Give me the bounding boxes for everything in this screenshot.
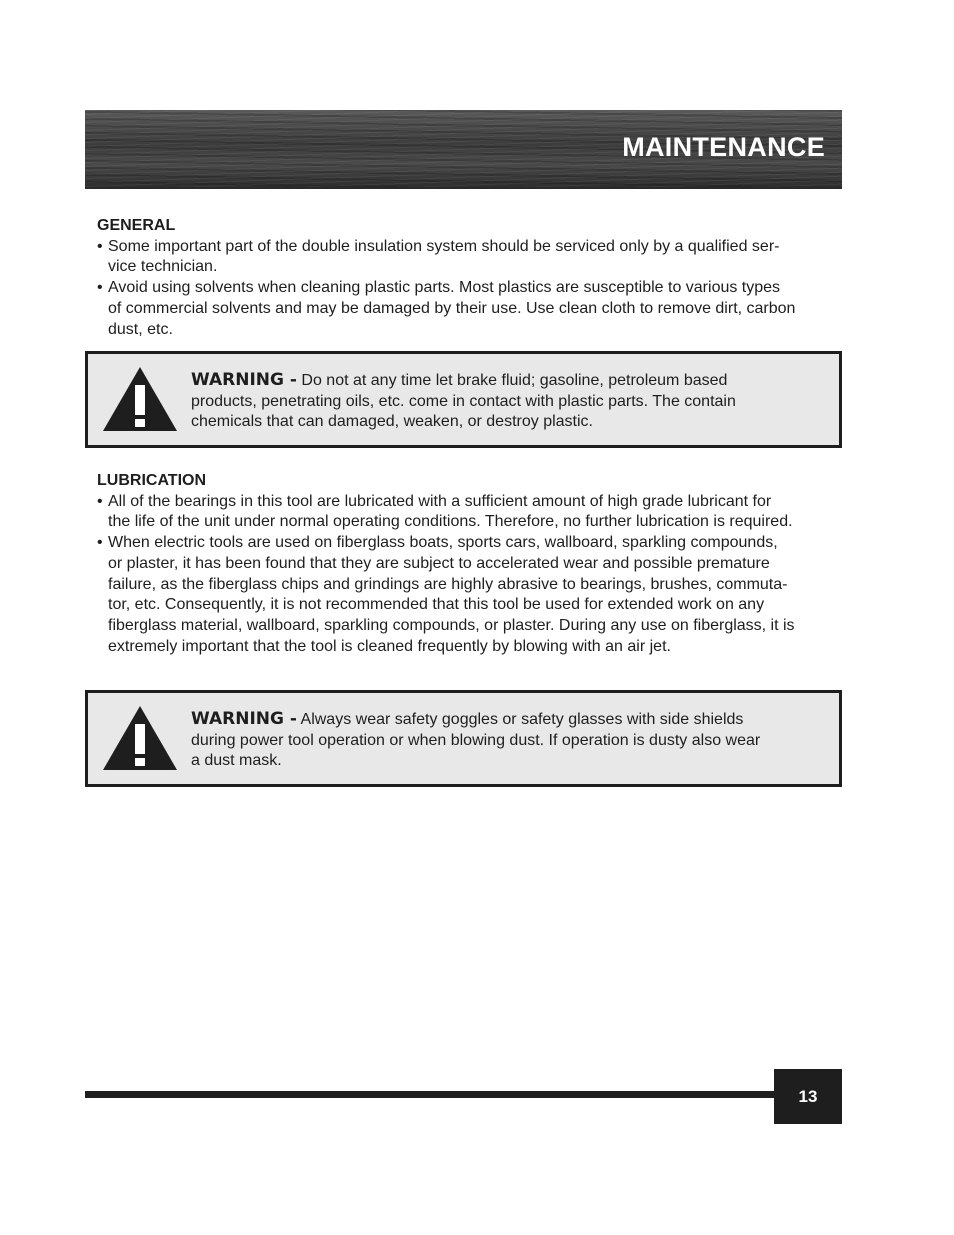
general-heading: GENERAL xyxy=(97,217,176,234)
list-item xyxy=(97,237,847,278)
list-item-line: vice technician. xyxy=(108,258,218,276)
warning-box-safety-goggles xyxy=(85,690,842,787)
list-item-line: of commercial solvents and may be damaged by their use. Use clean cloth to remove dirt, carbon xyxy=(108,299,796,317)
header-banner xyxy=(85,110,842,189)
bullet-dot: • xyxy=(97,237,103,255)
bullet-dot: • xyxy=(97,534,103,552)
list-item-line: or plaster, it has been found that they are subject to accelerated wear and possible premature xyxy=(108,554,770,572)
list-item-line: the life of the unit under normal operating conditions. Therefore, no further lubrication is required. xyxy=(108,513,793,531)
list-item-line: fiberglass material, wallboard, sparkling compounds, or plaster. During any use on fiberglass, it is xyxy=(108,616,795,634)
warning-line xyxy=(191,370,821,392)
warning-box-brake-fluid xyxy=(85,351,842,448)
list-item-line: tor, etc. Consequently, it is not recommended that this tool be used for extended work on any xyxy=(108,596,765,614)
warning-triangle-icon xyxy=(101,704,179,772)
warning-text xyxy=(191,370,821,433)
warning-text xyxy=(191,709,821,772)
warning-line-text: Always wear safety goggles or safety glasses with side shields xyxy=(296,711,744,728)
footer-rule xyxy=(85,1091,777,1098)
list-item-line: Avoid using solvents when cleaning plastic parts. Most plastics are susceptible to various types xyxy=(108,279,781,297)
page-number: 13 xyxy=(774,1069,842,1124)
bullet-dot: • xyxy=(97,279,103,297)
list-item-line: When electric tools are used on fiberglass boats, sports cars, wallboard, sparkling compounds, xyxy=(108,534,778,552)
list-item xyxy=(97,533,847,657)
warning-line: products, penetrating oils, etc. come in contact with plastic parts. The contain xyxy=(191,392,736,410)
warning-line-text: Do not at any time let brake fluid; gasoline, petroleum based xyxy=(296,372,728,389)
warning-line: chemicals that can damaged, weaken, or destroy plastic. xyxy=(191,413,593,431)
page-title: MAINTENANCE xyxy=(622,132,825,162)
list-item-line: dust, etc. xyxy=(108,320,173,338)
list-item-line: Some important part of the double insulation system should be serviced only by a qualified ser- xyxy=(108,237,780,255)
bullet-dot: • xyxy=(97,492,103,510)
lubrication-heading: LUBRICATION xyxy=(97,472,207,489)
warning-line: a dust mask. xyxy=(191,752,282,770)
list-item-line: All of the bearings in this tool are lubricated with a sufficient amount of high grade lubricant for xyxy=(108,492,772,510)
list-item-line: failure, as the fiberglass chips and grindings are highly abrasive to bearings, brushes, commuta- xyxy=(108,575,788,593)
warning-label: WARNING - xyxy=(191,709,297,729)
list-item-line: extremely important that the tool is cleaned frequently by blowing with an air jet. xyxy=(108,637,671,655)
warning-line: during power tool operation or when blowing dust. If operation is dusty also wear xyxy=(191,731,761,749)
general-section xyxy=(97,216,847,340)
warning-triangle-icon xyxy=(101,365,179,433)
warning-label: WARNING - xyxy=(191,370,297,390)
lubrication-section xyxy=(97,471,847,657)
warning-line xyxy=(191,709,821,731)
list-item xyxy=(97,492,847,533)
list-item xyxy=(97,278,847,340)
